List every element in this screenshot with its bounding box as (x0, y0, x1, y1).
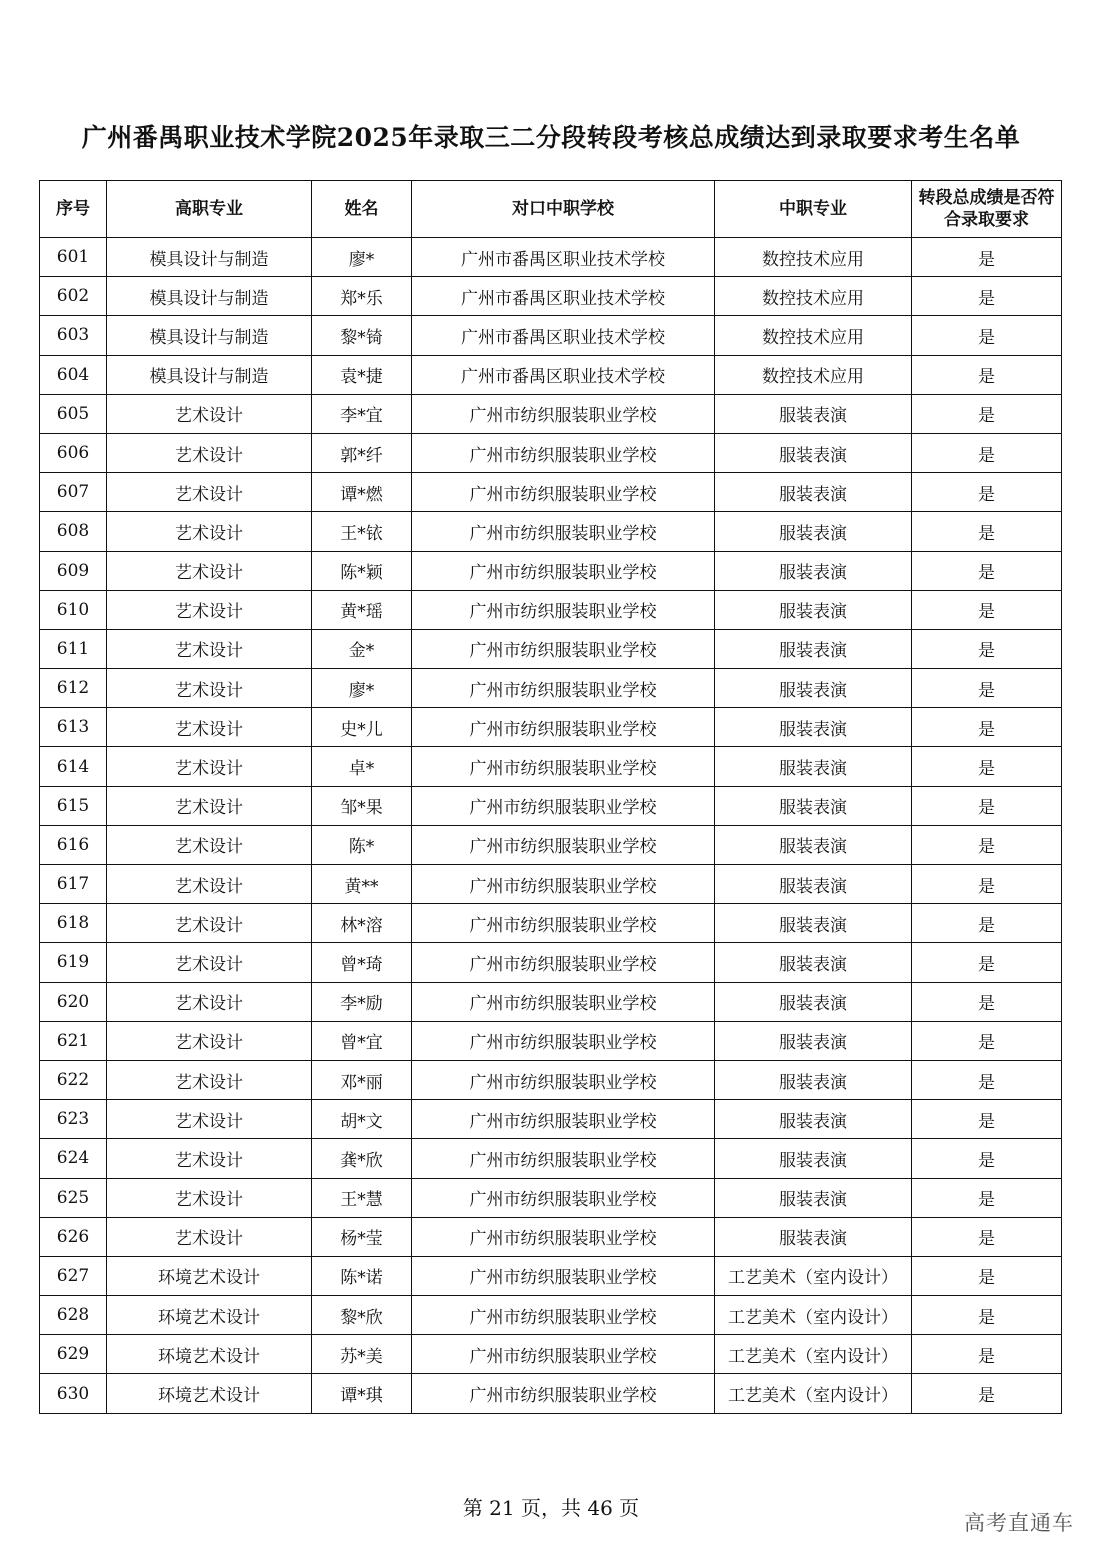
cell-secondary-school: 广州市纺织服装职业学校 (412, 551, 715, 590)
page-title: 广州番禺职业技术学院2025年录取三二分段转段考核总成绩达到录取要求考生名单 (81, 123, 1021, 152)
cell-name: 林*溶 (312, 904, 412, 943)
cell-secondary-school: 广州市番禺区职业技术学校 (412, 355, 715, 394)
table-row (40, 1100, 1062, 1139)
cell-serial: 608 (40, 512, 107, 551)
cell-name: 龚*欣 (312, 1139, 412, 1178)
cell-meets-requirement: 是 (912, 629, 1062, 668)
cell-serial: 615 (40, 786, 107, 825)
cell-serial: 623 (40, 1100, 107, 1139)
cell-secondary-school: 广州市纺织服装职业学校 (412, 747, 715, 786)
cell-name: 曾*琦 (312, 943, 412, 982)
table-row (40, 982, 1062, 1021)
cell-secondary-school: 广州市纺织服装职业学校 (412, 708, 715, 747)
cell-serial: 614 (40, 747, 107, 786)
cell-serial: 619 (40, 943, 107, 982)
header-meets-requirement: 转段总成绩是否符合录取要求 (912, 181, 1062, 238)
table-row (40, 1296, 1062, 1335)
cell-secondary-major: 服装表演 (715, 1100, 912, 1139)
cell-secondary-major: 工艺美术（室内设计） (715, 1335, 912, 1374)
cell-secondary-major: 服装表演 (715, 394, 912, 433)
cell-college-major: 艺术设计 (107, 747, 312, 786)
cell-secondary-school: 广州市纺织服装职业学校 (412, 433, 715, 472)
cell-serial: 613 (40, 708, 107, 747)
cell-secondary-school: 广州市番禺区职业技术学校 (412, 238, 715, 277)
cell-name: 李*宜 (312, 394, 412, 433)
cell-serial: 609 (40, 551, 107, 590)
cell-secondary-school: 广州市纺织服装职业学校 (412, 629, 715, 668)
table-row (40, 747, 1062, 786)
cell-secondary-major: 服装表演 (715, 1217, 912, 1256)
cell-name: 邹*果 (312, 786, 412, 825)
cell-meets-requirement: 是 (912, 512, 1062, 551)
cell-meets-requirement: 是 (912, 394, 1062, 433)
cell-name: 金* (312, 629, 412, 668)
cell-secondary-major: 服装表演 (715, 473, 912, 512)
table-row (40, 708, 1062, 747)
cell-secondary-school: 广州市纺织服装职业学校 (412, 786, 715, 825)
cell-secondary-school: 广州市纺织服装职业学校 (412, 669, 715, 708)
cell-serial: 624 (40, 1139, 107, 1178)
cell-name: 苏*美 (312, 1335, 412, 1374)
cell-college-major: 艺术设计 (107, 786, 312, 825)
cell-name: 廖* (312, 238, 412, 277)
watermark-text: 高考直通车 (964, 1511, 1074, 1535)
cell-college-major: 艺术设计 (107, 865, 312, 904)
cell-name: 李*励 (312, 982, 412, 1021)
cell-serial: 618 (40, 904, 107, 943)
cell-secondary-major: 工艺美术（室内设计） (715, 1374, 912, 1413)
table-body (40, 238, 1062, 1414)
cell-secondary-school: 广州市番禺区职业技术学校 (412, 277, 715, 316)
cell-secondary-major: 服装表演 (715, 629, 912, 668)
cell-name: 黄*瑶 (312, 590, 412, 629)
cell-college-major: 环境艺术设计 (107, 1296, 312, 1335)
cell-secondary-major: 数控技术应用 (715, 355, 912, 394)
cell-secondary-major: 服装表演 (715, 590, 912, 629)
cell-serial: 628 (40, 1296, 107, 1335)
cell-serial: 612 (40, 669, 107, 708)
cell-serial: 626 (40, 1217, 107, 1256)
cell-college-major: 艺术设计 (107, 1139, 312, 1178)
table-row (40, 786, 1062, 825)
table-row (40, 238, 1062, 277)
cell-secondary-major: 数控技术应用 (715, 316, 912, 355)
cell-meets-requirement: 是 (912, 316, 1062, 355)
cell-secondary-major: 服装表演 (715, 433, 912, 472)
table-row (40, 865, 1062, 904)
header-serial: 序号 (40, 181, 107, 238)
cell-serial: 605 (40, 394, 107, 433)
table-row (40, 590, 1062, 629)
cell-meets-requirement: 是 (912, 1256, 1062, 1295)
cell-name: 卓* (312, 747, 412, 786)
cell-secondary-major: 服装表演 (715, 943, 912, 982)
cell-meets-requirement: 是 (912, 1178, 1062, 1217)
cell-meets-requirement: 是 (912, 1335, 1062, 1374)
cell-college-major: 艺术设计 (107, 1021, 312, 1060)
cell-secondary-school: 广州市纺织服装职业学校 (412, 943, 715, 982)
cell-college-major: 模具设计与制造 (107, 238, 312, 277)
table-row (40, 1139, 1062, 1178)
cell-secondary-major: 数控技术应用 (715, 277, 912, 316)
cell-secondary-school: 广州市纺织服装职业学校 (412, 1374, 715, 1413)
cell-college-major: 模具设计与制造 (107, 316, 312, 355)
cell-name: 曾*宜 (312, 1021, 412, 1060)
cell-serial: 607 (40, 473, 107, 512)
cell-secondary-school: 广州市纺织服装职业学校 (412, 1296, 715, 1335)
cell-meets-requirement: 是 (912, 355, 1062, 394)
cell-name: 邓*丽 (312, 1060, 412, 1099)
cell-meets-requirement: 是 (912, 473, 1062, 512)
table-row (40, 551, 1062, 590)
cell-secondary-school: 广州市纺织服装职业学校 (412, 1335, 715, 1374)
cell-serial: 617 (40, 865, 107, 904)
cell-secondary-school: 广州市纺织服装职业学校 (412, 982, 715, 1021)
cell-college-major: 艺术设计 (107, 825, 312, 864)
cell-meets-requirement: 是 (912, 433, 1062, 472)
cell-serial: 606 (40, 433, 107, 472)
cell-name: 陈* (312, 825, 412, 864)
cell-name: 谭*琪 (312, 1374, 412, 1413)
cell-meets-requirement: 是 (912, 708, 1062, 747)
table-row (40, 473, 1062, 512)
cell-meets-requirement: 是 (912, 1021, 1062, 1060)
table-row (40, 1178, 1062, 1217)
cell-name: 王*铱 (312, 512, 412, 551)
cell-serial: 630 (40, 1374, 107, 1413)
table-row (40, 1021, 1062, 1060)
cell-secondary-school: 广州市纺织服装职业学校 (412, 1256, 715, 1295)
cell-secondary-school: 广州市番禺区职业技术学校 (412, 316, 715, 355)
table-row (40, 825, 1062, 864)
cell-secondary-major: 服装表演 (715, 904, 912, 943)
cell-secondary-school: 广州市纺织服装职业学校 (412, 1021, 715, 1060)
cell-name: 胡*文 (312, 1100, 412, 1139)
cell-secondary-school: 广州市纺织服装职业学校 (412, 1139, 715, 1178)
cell-serial: 611 (40, 629, 107, 668)
cell-college-major: 艺术设计 (107, 590, 312, 629)
cell-college-major: 艺术设计 (107, 473, 312, 512)
cell-secondary-major: 服装表演 (715, 865, 912, 904)
cell-serial: 610 (40, 590, 107, 629)
cell-secondary-school: 广州市纺织服装职业学校 (412, 825, 715, 864)
cell-secondary-school: 广州市纺织服装职业学校 (412, 1060, 715, 1099)
cell-meets-requirement: 是 (912, 865, 1062, 904)
table-row (40, 1060, 1062, 1099)
table-row (40, 1335, 1062, 1374)
cell-meets-requirement: 是 (912, 904, 1062, 943)
cell-secondary-school: 广州市纺织服装职业学校 (412, 590, 715, 629)
cell-secondary-major: 工艺美术（室内设计） (715, 1296, 912, 1335)
cell-college-major: 模具设计与制造 (107, 277, 312, 316)
cell-secondary-school: 广州市纺织服装职业学校 (412, 865, 715, 904)
cell-meets-requirement: 是 (912, 238, 1062, 277)
cell-name: 陈*颖 (312, 551, 412, 590)
cell-serial: 625 (40, 1178, 107, 1217)
cell-name: 王*慧 (312, 1178, 412, 1217)
cell-meets-requirement: 是 (912, 982, 1062, 1021)
cell-college-major: 艺术设计 (107, 629, 312, 668)
cell-secondary-school: 广州市纺织服装职业学校 (412, 904, 715, 943)
cell-college-major: 艺术设计 (107, 1217, 312, 1256)
table-row (40, 316, 1062, 355)
cell-college-major: 艺术设计 (107, 708, 312, 747)
cell-meets-requirement: 是 (912, 669, 1062, 708)
cell-serial: 627 (40, 1256, 107, 1295)
cell-secondary-major: 服装表演 (715, 982, 912, 1021)
cell-college-major: 艺术设计 (107, 1178, 312, 1217)
cell-secondary-major: 服装表演 (715, 1178, 912, 1217)
cell-college-major: 艺术设计 (107, 943, 312, 982)
cell-secondary-major: 服装表演 (715, 551, 912, 590)
header-secondary-major: 中职专业 (715, 181, 912, 238)
cell-name: 杨*莹 (312, 1217, 412, 1256)
cell-name: 郭*纤 (312, 433, 412, 472)
cell-meets-requirement: 是 (912, 590, 1062, 629)
cell-name: 史*儿 (312, 708, 412, 747)
cell-secondary-major: 服装表演 (715, 512, 912, 551)
cell-name: 袁*捷 (312, 355, 412, 394)
cell-serial: 602 (40, 277, 107, 316)
cell-secondary-major: 服装表演 (715, 1021, 912, 1060)
table-row (40, 1256, 1062, 1295)
cell-secondary-major: 服装表演 (715, 747, 912, 786)
cell-secondary-major: 服装表演 (715, 669, 912, 708)
cell-meets-requirement: 是 (912, 1217, 1062, 1256)
cell-secondary-major: 服装表演 (715, 1060, 912, 1099)
cell-meets-requirement: 是 (912, 551, 1062, 590)
cell-name: 黎*锜 (312, 316, 412, 355)
header-secondary-school: 对口中职学校 (412, 181, 715, 238)
cell-college-major: 艺术设计 (107, 1100, 312, 1139)
cell-meets-requirement: 是 (912, 1100, 1062, 1139)
header-college-major: 高职专业 (107, 181, 312, 238)
table-row (40, 394, 1062, 433)
cell-meets-requirement: 是 (912, 825, 1062, 864)
cell-college-major: 环境艺术设计 (107, 1256, 312, 1295)
table-row (40, 1217, 1062, 1256)
cell-serial: 604 (40, 355, 107, 394)
cell-serial: 621 (40, 1021, 107, 1060)
cell-secondary-major: 服装表演 (715, 825, 912, 864)
cell-secondary-school: 广州市纺织服装职业学校 (412, 1100, 715, 1139)
admission-table (39, 180, 1062, 1414)
cell-secondary-major: 服装表演 (715, 1139, 912, 1178)
table-row (40, 512, 1062, 551)
cell-serial: 620 (40, 982, 107, 1021)
table-header-row (40, 181, 1062, 238)
cell-college-major: 艺术设计 (107, 1060, 312, 1099)
cell-secondary-school: 广州市纺织服装职业学校 (412, 1178, 715, 1217)
cell-college-major: 艺术设计 (107, 669, 312, 708)
cell-meets-requirement: 是 (912, 277, 1062, 316)
table-row (40, 1374, 1062, 1413)
cell-secondary-school: 广州市纺织服装职业学校 (412, 512, 715, 551)
cell-secondary-school: 广州市纺织服装职业学校 (412, 473, 715, 512)
page-footer: 第 21 页，共 46 页 (462, 1496, 640, 1520)
cell-college-major: 环境艺术设计 (107, 1335, 312, 1374)
cell-secondary-school: 广州市纺织服装职业学校 (412, 1217, 715, 1256)
cell-name: 陈*诺 (312, 1256, 412, 1295)
cell-name: 郑*乐 (312, 277, 412, 316)
cell-meets-requirement: 是 (912, 1374, 1062, 1413)
cell-serial: 622 (40, 1060, 107, 1099)
cell-college-major: 艺术设计 (107, 433, 312, 472)
cell-name: 黎*欣 (312, 1296, 412, 1335)
table-row (40, 669, 1062, 708)
table-row (40, 277, 1062, 316)
cell-meets-requirement: 是 (912, 747, 1062, 786)
cell-serial: 601 (40, 238, 107, 277)
cell-name: 谭*燃 (312, 473, 412, 512)
cell-meets-requirement: 是 (912, 1296, 1062, 1335)
cell-college-major: 艺术设计 (107, 904, 312, 943)
cell-serial: 616 (40, 825, 107, 864)
cell-secondary-major: 工艺美术（室内设计） (715, 1256, 912, 1295)
table-row (40, 943, 1062, 982)
table-row (40, 433, 1062, 472)
cell-college-major: 模具设计与制造 (107, 355, 312, 394)
cell-secondary-major: 数控技术应用 (715, 238, 912, 277)
cell-serial: 603 (40, 316, 107, 355)
cell-college-major: 艺术设计 (107, 551, 312, 590)
cell-college-major: 艺术设计 (107, 512, 312, 551)
cell-name: 廖* (312, 669, 412, 708)
table-row (40, 629, 1062, 668)
cell-college-major: 艺术设计 (107, 982, 312, 1021)
header-name: 姓名 (312, 181, 412, 238)
cell-secondary-school: 广州市纺织服装职业学校 (412, 394, 715, 433)
table-row (40, 355, 1062, 394)
cell-meets-requirement: 是 (912, 1060, 1062, 1099)
cell-secondary-major: 服装表演 (715, 708, 912, 747)
table-row (40, 904, 1062, 943)
cell-serial: 629 (40, 1335, 107, 1374)
cell-college-major: 环境艺术设计 (107, 1374, 312, 1413)
cell-college-major: 艺术设计 (107, 394, 312, 433)
cell-meets-requirement: 是 (912, 786, 1062, 825)
cell-name: 黄** (312, 865, 412, 904)
cell-meets-requirement: 是 (912, 1139, 1062, 1178)
cell-meets-requirement: 是 (912, 943, 1062, 982)
cell-secondary-major: 服装表演 (715, 786, 912, 825)
